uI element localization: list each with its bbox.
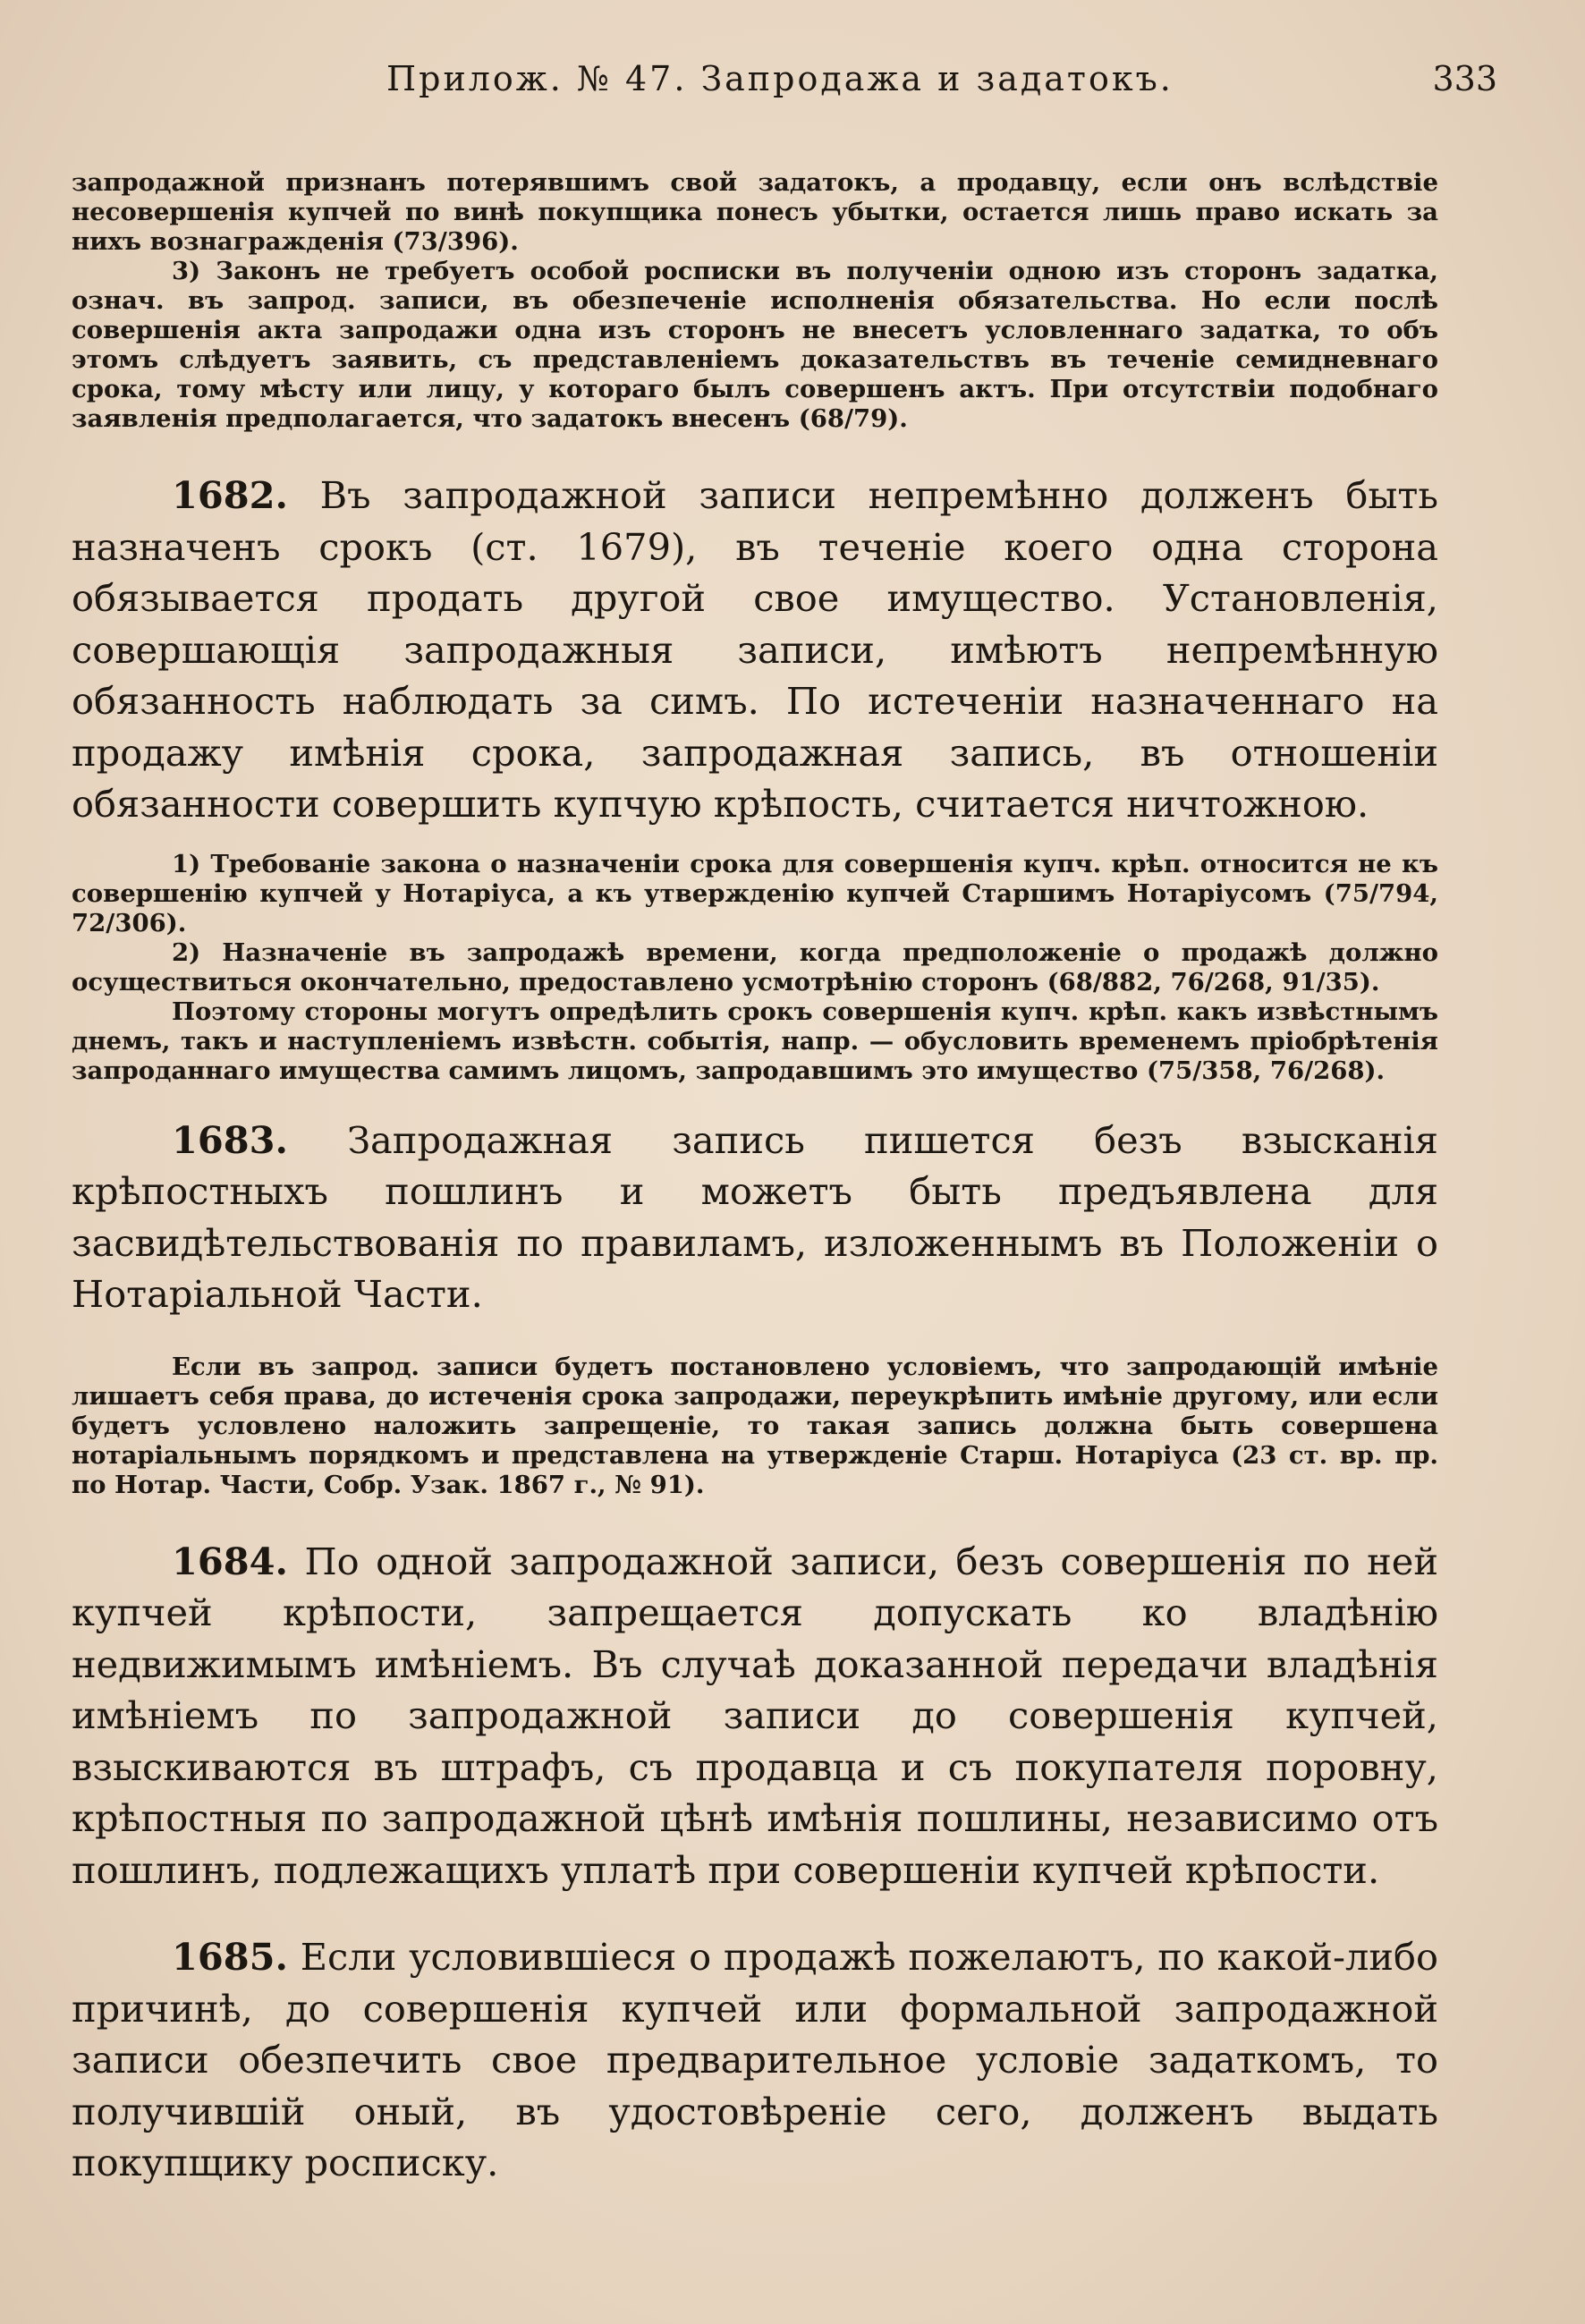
article-number: 1685. <box>172 1935 288 1979</box>
page-number: 333 <box>1432 59 1497 98</box>
article-1684 <box>72 1536 1438 1896</box>
article-number: 1682. <box>172 473 288 517</box>
article-1683-note: Если въ запрод. записи будетъ постановлено условіемъ, что запродающій имѣніе лишаетъ себя права, до истеченія срока запродажи, переукрѣпить имѣніе другому, или если будетъ условлено наложить запрещеніе, то такая запись должна быть совершена нотаріальнымъ порядкомъ и представлена на утвержденіе Старш. Нотаріуса (23 ст. вр. пр. по Нотар. Части, Собр. Узак. 1867 г., № 91). <box>72 1352 1438 1499</box>
article-text: По одной запродажной записи, безъ совершенія по ней купчей крѣпости, запрещается допускать ко владѣнію недвижимымъ имѣніемъ. Въ случаѣ доказанной передачи владѣнія имѣніемъ по запродажной записи до совершенія купчей, взыскиваются въ штрафъ, съ продавца и съ покупателя поровну, крѣпостныя по запродажной цѣнѣ имѣнія пошлины, независимо отъ пошлинъ, подлежащихъ уплатѣ при совершеніи купчей крѣпости. <box>72 1539 1438 1892</box>
article-text: Запродажная запись пишется безъ взысканія крѣпостныхъ пошлинъ и можетъ быть предъявлена для засвидѣтельствованія по правиламъ, изложеннымъ въ Положеніи о Нотаріальной Части. <box>72 1117 1438 1316</box>
article-1682-note-2: 2) Назначеніе въ запродажѣ времени, когда предположеніе о продажѣ должно осуществиться окончательно, предоставлено усмотрѣнію сторонъ (68/882, 76/268, 91/35). <box>72 937 1438 997</box>
article-number: 1684. <box>172 1539 288 1583</box>
article-text: Въ запродажной записи непремѣнно долженъ быть назначенъ срокъ (ст. 1679), въ теченіе коего одна сторона обязывается продать другой свое имущество. Установленія, совершающія запродажныя записи, имѣютъ непремѣнную обязанность наблюдать за симъ. По истеченіи назначеннаго на продажу имѣнія срока, запродажная запись, въ отношеніи обязанности совершить купчую крѣпость, считается ничтожною. <box>72 473 1438 826</box>
article-1683 <box>72 1115 1438 1320</box>
page-body <box>72 168 1438 2189</box>
article-number: 1683. <box>172 1117 288 1162</box>
page-header <box>72 50 1513 104</box>
note-continuation: запродажной признанъ потерявшимъ свой задатокъ, а продавцу, если онъ вслѣдствіе несовершенія купчей по винѣ покупщика понесъ убытки, остается лишь право искать за нихъ вознагражденія (73/396). <box>72 168 1438 256</box>
article-text: Если условившіеся о продажѣ пожелаютъ, по какой-либо причинѣ, до совершенія купчей или формальной запродажной записи обезпечить свое предварительное условіе задаткомъ, то получившій оный, въ удостовѣреніе сего, долженъ выдать покупщику росписку. <box>72 1935 1438 2184</box>
article-1682-note-3: Поэтому стороны могутъ опредѣлить срокъ совершенія купч. крѣп. какъ извѣстнымъ днемъ, такъ и наступленіемъ извѣстн. событія, напр. — обусловить временемъ пріобрѣтенія запроданнаго имущества самимъ лицомъ, запродавшимъ это имущество (75/358, 76/268). <box>72 997 1438 1085</box>
note-3: 3) Законъ не требуетъ особой росписки въ полученіи одною изъ сторонъ задатка, означ. въ запрод. записи, въ обезпеченіе исполненія обязательства. Но если послѣ совершенія акта запродажи одна изъ сторонъ не внесетъ условленнаго задатка, то объ этомъ слѣдуетъ заявить, съ представленіемъ доказательствъ въ теченіе семидневнаго срока, тому мѣсту или лицу, у котораго былъ совершенъ актъ. При отсутствіи подобнаго заявленія предполагается, что задатокъ внесенъ (68/79). <box>72 257 1438 433</box>
article-1682-note-1: 1) Требованіе закона о назначеніи срока для совершенія купч. крѣп. относится не къ совершенію купчей у Нотаріуса, а къ утвержденію купчей Старшимъ Нотаріусомъ (75/794, 72/306). <box>72 849 1438 937</box>
running-head: Прилож. № 47. Запродажа и задатокъ. <box>386 59 1174 98</box>
article-1685 <box>72 1931 1438 2189</box>
article-1682 <box>72 470 1438 830</box>
